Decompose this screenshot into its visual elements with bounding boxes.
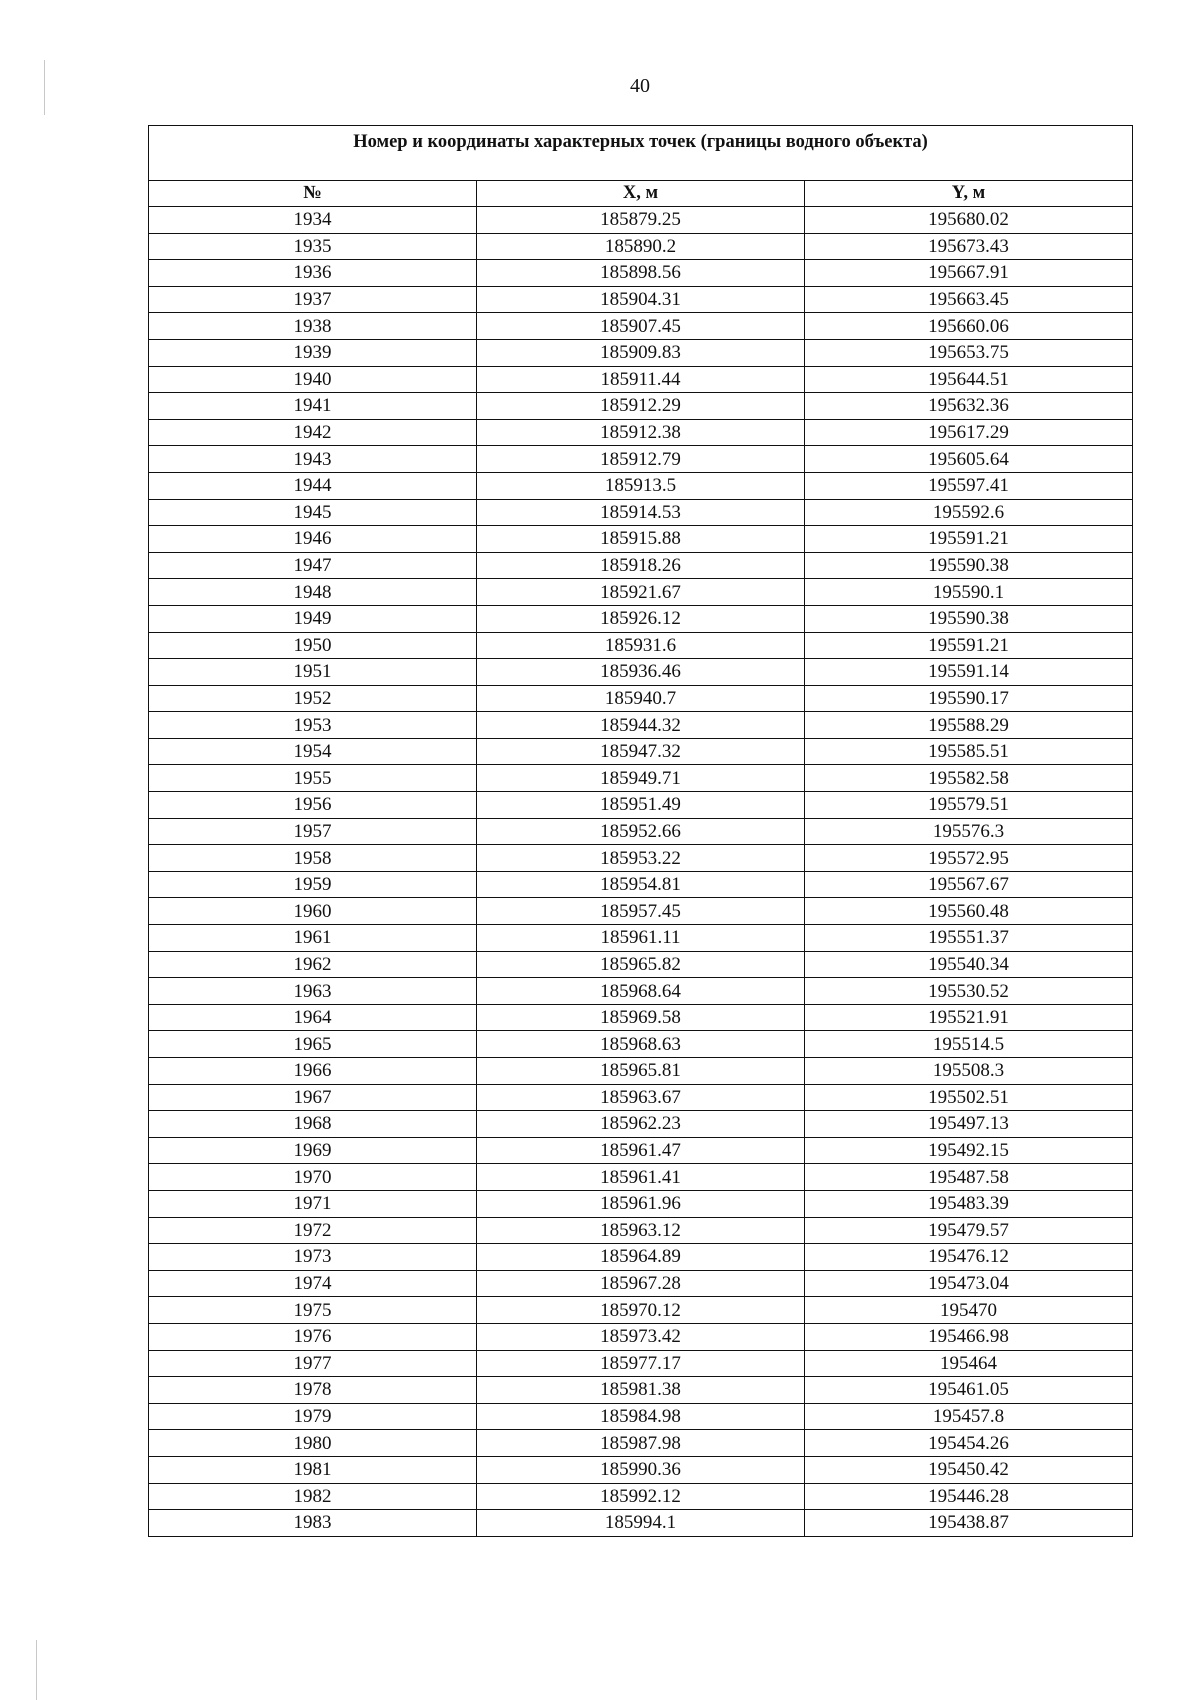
point-number-cell: 1950 [149,632,477,659]
table-row [149,1483,1133,1510]
table-row [149,260,1133,287]
x-coordinate-cell: 185994.1 [477,1510,805,1537]
x-coordinate-cell: 185931.6 [477,632,805,659]
table-title-row [149,126,1133,181]
y-coordinate-cell: 195521.91 [805,1004,1133,1031]
point-number-cell: 1959 [149,871,477,898]
x-coordinate-cell: 185962.23 [477,1111,805,1138]
point-number-cell: 1968 [149,1111,477,1138]
table-row [149,286,1133,313]
point-number-cell: 1952 [149,685,477,712]
y-coordinate-cell: 195590.38 [805,552,1133,579]
table-row [149,1244,1133,1271]
x-coordinate-cell: 185921.67 [477,579,805,606]
table-row [149,233,1133,260]
y-coordinate-cell: 195487.58 [805,1164,1133,1191]
x-coordinate-cell: 185964.89 [477,1244,805,1271]
point-number-cell: 1957 [149,818,477,845]
table-row [149,632,1133,659]
point-number-cell: 1935 [149,233,477,260]
table-row [149,951,1133,978]
point-number-cell: 1951 [149,659,477,686]
x-coordinate-cell: 185926.12 [477,605,805,632]
x-coordinate-cell: 185890.2 [477,233,805,260]
x-coordinate-cell: 185957.45 [477,898,805,925]
table-row [149,818,1133,845]
point-number-cell: 1975 [149,1297,477,1324]
table-row [149,499,1133,526]
y-coordinate-cell: 195466.98 [805,1323,1133,1350]
y-coordinate-cell: 195540.34 [805,951,1133,978]
point-number-cell: 1947 [149,552,477,579]
table-row [149,1270,1133,1297]
x-coordinate-cell: 185913.5 [477,472,805,499]
point-number-cell: 1963 [149,978,477,1005]
table-body [149,207,1133,1537]
x-coordinate-cell: 185909.83 [477,339,805,366]
x-coordinate-cell: 185912.38 [477,419,805,446]
table-row [149,419,1133,446]
table-row [149,1377,1133,1404]
table-row [149,526,1133,553]
table-row [149,898,1133,925]
x-coordinate-cell: 185992.12 [477,1483,805,1510]
scan-edge-mark [36,1640,37,1700]
table-row [149,1031,1133,1058]
point-number-cell: 1982 [149,1483,477,1510]
y-coordinate-cell: 195667.91 [805,260,1133,287]
table-row [149,792,1133,819]
point-number-cell: 1967 [149,1084,477,1111]
x-coordinate-cell: 185968.63 [477,1031,805,1058]
point-number-cell: 1973 [149,1244,477,1271]
y-coordinate-cell: 195576.3 [805,818,1133,845]
x-coordinate-cell: 185912.79 [477,446,805,473]
table-row [149,446,1133,473]
table-row [149,1456,1133,1483]
coordinates-table [148,125,1133,1537]
point-number-cell: 1936 [149,260,477,287]
point-number-cell: 1956 [149,792,477,819]
x-coordinate-cell: 185949.71 [477,765,805,792]
x-coordinate-cell: 185954.81 [477,871,805,898]
x-coordinate-cell: 185947.32 [477,738,805,765]
x-coordinate-cell: 185965.81 [477,1058,805,1085]
y-coordinate-cell: 195461.05 [805,1377,1133,1404]
table-row [149,925,1133,952]
y-coordinate-cell: 195605.64 [805,446,1133,473]
x-coordinate-cell: 185912.29 [477,393,805,420]
x-coordinate-cell: 185915.88 [477,526,805,553]
y-coordinate-cell: 195473.04 [805,1270,1133,1297]
point-number-cell: 1942 [149,419,477,446]
y-coordinate-cell: 195567.67 [805,871,1133,898]
point-number-cell: 1937 [149,286,477,313]
y-coordinate-cell: 195591.21 [805,632,1133,659]
point-number-cell: 1980 [149,1430,477,1457]
x-coordinate-cell: 185973.42 [477,1323,805,1350]
y-coordinate-cell: 195585.51 [805,738,1133,765]
point-number-cell: 1964 [149,1004,477,1031]
point-number-cell: 1934 [149,207,477,234]
table-row [149,1058,1133,1085]
x-coordinate-cell: 185907.45 [477,313,805,340]
point-number-cell: 1966 [149,1058,477,1085]
point-number-cell: 1965 [149,1031,477,1058]
x-coordinate-cell: 185940.7 [477,685,805,712]
y-coordinate-cell: 195660.06 [805,313,1133,340]
table-row [149,1430,1133,1457]
x-coordinate-cell: 185911.44 [477,366,805,393]
point-number-cell: 1941 [149,393,477,420]
x-coordinate-cell: 185918.26 [477,552,805,579]
x-coordinate-cell: 185914.53 [477,499,805,526]
table-row [149,393,1133,420]
point-number-cell: 1961 [149,925,477,952]
y-coordinate-cell: 195530.52 [805,978,1133,1005]
x-coordinate-cell: 185953.22 [477,845,805,872]
y-coordinate-cell: 195438.87 [805,1510,1133,1537]
table-row [149,1323,1133,1350]
table-row [149,552,1133,579]
y-coordinate-cell: 195572.95 [805,845,1133,872]
point-number-cell: 1940 [149,366,477,393]
y-coordinate-cell: 195502.51 [805,1084,1133,1111]
point-number-cell: 1976 [149,1323,477,1350]
x-coordinate-cell: 185936.46 [477,659,805,686]
y-coordinate-cell: 195644.51 [805,366,1133,393]
page-number: 40 [630,75,650,97]
point-number-cell: 1939 [149,339,477,366]
x-coordinate-cell: 185987.98 [477,1430,805,1457]
point-number-cell: 1971 [149,1190,477,1217]
point-number-cell: 1979 [149,1403,477,1430]
table-row [149,579,1133,606]
y-coordinate-cell: 195673.43 [805,233,1133,260]
column-header-x: X, м [477,181,805,207]
point-number-cell: 1972 [149,1217,477,1244]
table-row [149,207,1133,234]
x-coordinate-cell: 185977.17 [477,1350,805,1377]
y-coordinate-cell: 195588.29 [805,712,1133,739]
y-coordinate-cell: 195680.02 [805,207,1133,234]
x-coordinate-cell: 185951.49 [477,792,805,819]
table-row [149,738,1133,765]
x-coordinate-cell: 185967.28 [477,1270,805,1297]
y-coordinate-cell: 195579.51 [805,792,1133,819]
x-coordinate-cell: 185984.98 [477,1403,805,1430]
x-coordinate-cell: 185952.66 [477,818,805,845]
table-title: Номер и координаты характерных точек (границы водного объекта) [149,126,1133,181]
table-row [149,472,1133,499]
y-coordinate-cell: 195483.39 [805,1190,1133,1217]
point-number-cell: 1970 [149,1164,477,1191]
point-number-cell: 1978 [149,1377,477,1404]
table-row [149,1297,1133,1324]
table-row [149,366,1133,393]
point-number-cell: 1974 [149,1270,477,1297]
y-coordinate-cell: 195590.38 [805,605,1133,632]
x-coordinate-cell: 185961.41 [477,1164,805,1191]
point-number-cell: 1949 [149,605,477,632]
x-coordinate-cell: 185898.56 [477,260,805,287]
point-number-cell: 1953 [149,712,477,739]
table-row [149,1004,1133,1031]
point-number-cell: 1962 [149,951,477,978]
y-coordinate-cell: 195632.36 [805,393,1133,420]
point-number-cell: 1960 [149,898,477,925]
table-row [149,1217,1133,1244]
x-coordinate-cell: 185879.25 [477,207,805,234]
table-row [149,845,1133,872]
table-row [149,605,1133,632]
table-row [149,1510,1133,1537]
table-row [149,313,1133,340]
y-coordinate-cell: 195590.1 [805,579,1133,606]
x-coordinate-cell: 185969.58 [477,1004,805,1031]
table-row [149,1164,1133,1191]
point-number-cell: 1983 [149,1510,477,1537]
x-coordinate-cell: 185961.47 [477,1137,805,1164]
table-row [149,871,1133,898]
table-row [149,339,1133,366]
point-number-cell: 1955 [149,765,477,792]
y-coordinate-cell: 195591.21 [805,526,1133,553]
y-coordinate-cell: 195508.3 [805,1058,1133,1085]
column-header-number: № [149,181,477,207]
point-number-cell: 1938 [149,313,477,340]
table-row [149,978,1133,1005]
y-coordinate-cell: 195446.28 [805,1483,1133,1510]
y-coordinate-cell: 195454.26 [805,1430,1133,1457]
table-row [149,685,1133,712]
y-coordinate-cell: 195450.42 [805,1456,1133,1483]
y-coordinate-cell: 195663.45 [805,286,1133,313]
y-coordinate-cell: 195492.15 [805,1137,1133,1164]
point-number-cell: 1946 [149,526,477,553]
x-coordinate-cell: 185904.31 [477,286,805,313]
table-row [149,1190,1133,1217]
y-coordinate-cell: 195464 [805,1350,1133,1377]
point-number-cell: 1981 [149,1456,477,1483]
x-coordinate-cell: 185944.32 [477,712,805,739]
y-coordinate-cell: 195590.17 [805,685,1133,712]
y-coordinate-cell: 195617.29 [805,419,1133,446]
table-row [149,1137,1133,1164]
y-coordinate-cell: 195551.37 [805,925,1133,952]
y-coordinate-cell: 195457.8 [805,1403,1133,1430]
table-row [149,1084,1133,1111]
table-row [149,765,1133,792]
point-number-cell: 1948 [149,579,477,606]
x-coordinate-cell: 185963.12 [477,1217,805,1244]
x-coordinate-cell: 185961.11 [477,925,805,952]
x-coordinate-cell: 185970.12 [477,1297,805,1324]
y-coordinate-cell: 195479.57 [805,1217,1133,1244]
x-coordinate-cell: 185981.38 [477,1377,805,1404]
point-number-cell: 1954 [149,738,477,765]
y-coordinate-cell: 195470 [805,1297,1133,1324]
x-coordinate-cell: 185990.36 [477,1456,805,1483]
y-coordinate-cell: 195597.41 [805,472,1133,499]
point-number-cell: 1977 [149,1350,477,1377]
y-coordinate-cell: 195560.48 [805,898,1133,925]
x-coordinate-cell: 185963.67 [477,1084,805,1111]
y-coordinate-cell: 195476.12 [805,1244,1133,1271]
y-coordinate-cell: 195582.58 [805,765,1133,792]
point-number-cell: 1944 [149,472,477,499]
point-number-cell: 1945 [149,499,477,526]
y-coordinate-cell: 195514.5 [805,1031,1133,1058]
table-row [149,1403,1133,1430]
point-number-cell: 1943 [149,446,477,473]
table-row [149,1350,1133,1377]
x-coordinate-cell: 185961.96 [477,1190,805,1217]
y-coordinate-cell: 195591.14 [805,659,1133,686]
column-header-y: Y, м [805,181,1133,207]
y-coordinate-cell: 195653.75 [805,339,1133,366]
point-number-cell: 1969 [149,1137,477,1164]
table-row [149,659,1133,686]
x-coordinate-cell: 185968.64 [477,978,805,1005]
table-row [149,1111,1133,1138]
x-coordinate-cell: 185965.82 [477,951,805,978]
table-row [149,712,1133,739]
point-number-cell: 1958 [149,845,477,872]
scan-edge-mark [44,60,45,115]
y-coordinate-cell: 195497.13 [805,1111,1133,1138]
y-coordinate-cell: 195592.6 [805,499,1133,526]
table-header-row [149,181,1133,207]
